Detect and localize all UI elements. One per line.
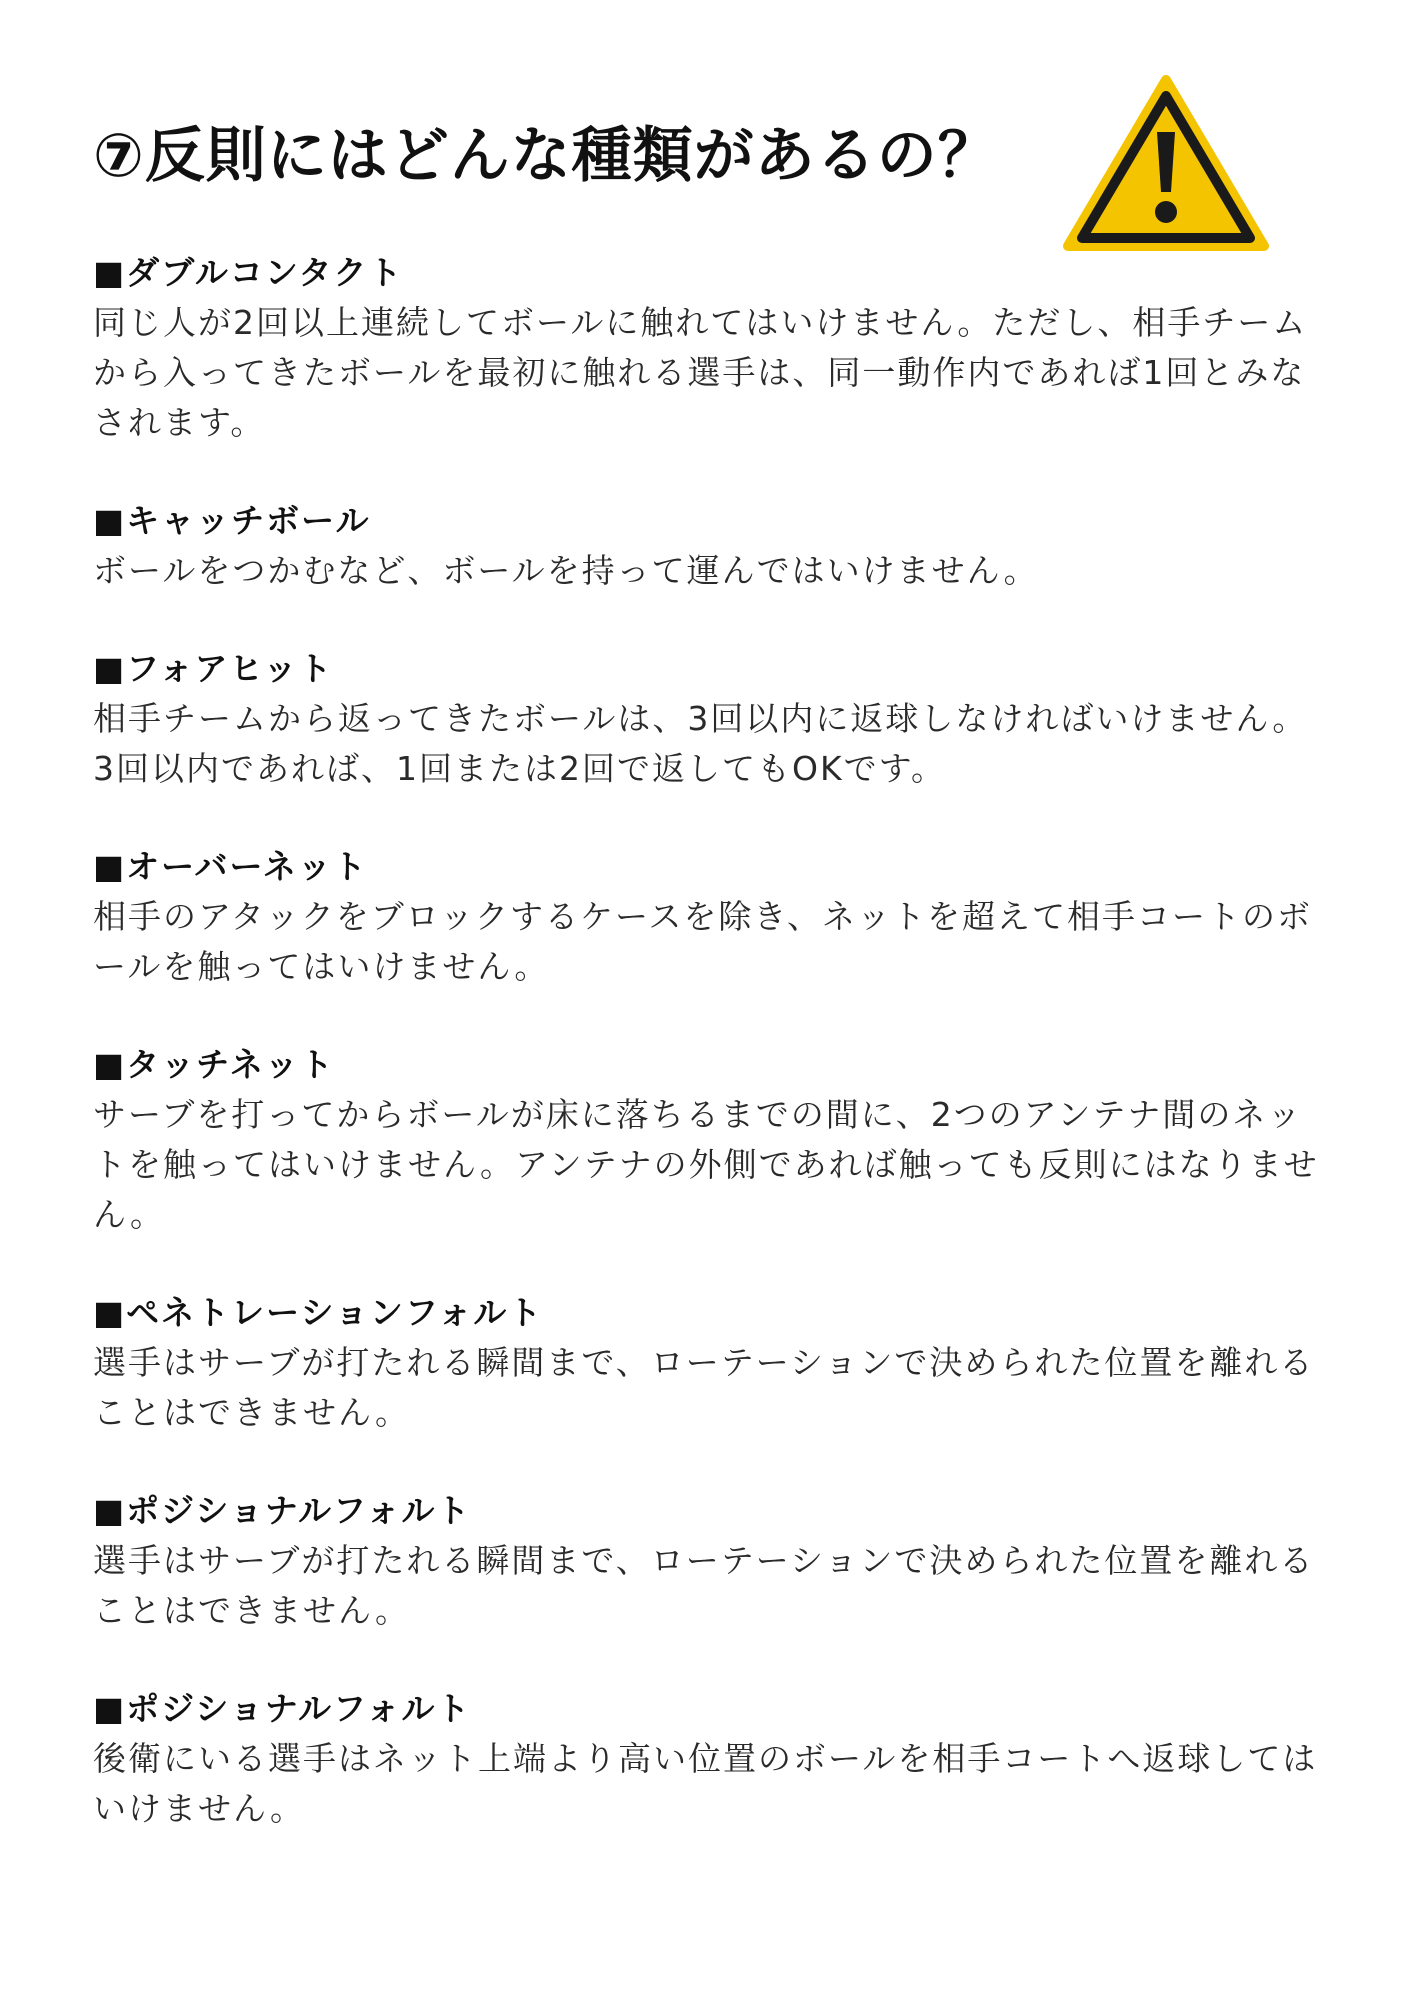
section-heading: ■オーバーネット <box>93 847 368 886</box>
section-body: 選手はサーブが打たれる瞬間まで、ローテーションで決められた位置を離れることはできません。 <box>93 1541 1315 1630</box>
violation-list <box>93 248 1323 1834</box>
section-catch-ball <box>93 496 1323 596</box>
page-title: ⑦反則にはどんな種類があるの？ <box>93 121 999 191</box>
section-heading: ■ダブルコンタクト <box>93 253 404 292</box>
section-positional-fault <box>93 1486 1323 1636</box>
section-body: サーブを打ってからボールが床に落ちるまでの間に、2つのアンテナ間のネットを触ってはいけません。アンテナの外側であれば触っても反則にはなりません。 <box>93 1095 1319 1234</box>
warning-triangle-icon <box>1062 74 1270 256</box>
section-heading: ■キャッチボール <box>93 501 371 540</box>
section-heading: ■タッチネット <box>93 1045 335 1084</box>
section-four-hits <box>93 644 1323 794</box>
section-body: 相手チームから返ってきたボールは、3回以内に返球しなければいけません。3回以内であれば、1回または2回で返してもOKです。 <box>93 699 1308 788</box>
section-heading: ■ポジショナルフォルト <box>93 1689 472 1728</box>
section-touch-net <box>93 1040 1323 1240</box>
section-body: ボールをつかむなど、ボールを持って運んではいけません。 <box>93 551 1039 590</box>
section-body: 同じ人が2回以上連続してボールに触れてはいけません。ただし、相手チームから入ってきたボールを最初に触れる選手は、同一動作内であれば1回とみなされます。 <box>93 303 1308 442</box>
section-heading: ■ポジショナルフォルト <box>93 1491 472 1530</box>
section-heading: ■ペネトレーションフォルト <box>93 1293 544 1332</box>
section-double-contact <box>93 248 1323 448</box>
section-positional-fault-2 <box>93 1684 1323 1834</box>
section-body: 選手はサーブが打たれる瞬間まで、ローテーションで決められた位置を離れることはできません。 <box>93 1343 1315 1432</box>
section-penetration-fault <box>93 1288 1323 1438</box>
section-body: 後衛にいる選手はネット上端より高い位置のボールを相手コートへ返球してはいけません。 <box>93 1739 1318 1828</box>
section-body: 相手のアタックをブロックするケースを除き、ネットを超えて相手コートのボールを触ってはいけません。 <box>93 897 1313 986</box>
section-over-net <box>93 842 1323 992</box>
section-heading: ■フォアヒット <box>93 649 334 688</box>
